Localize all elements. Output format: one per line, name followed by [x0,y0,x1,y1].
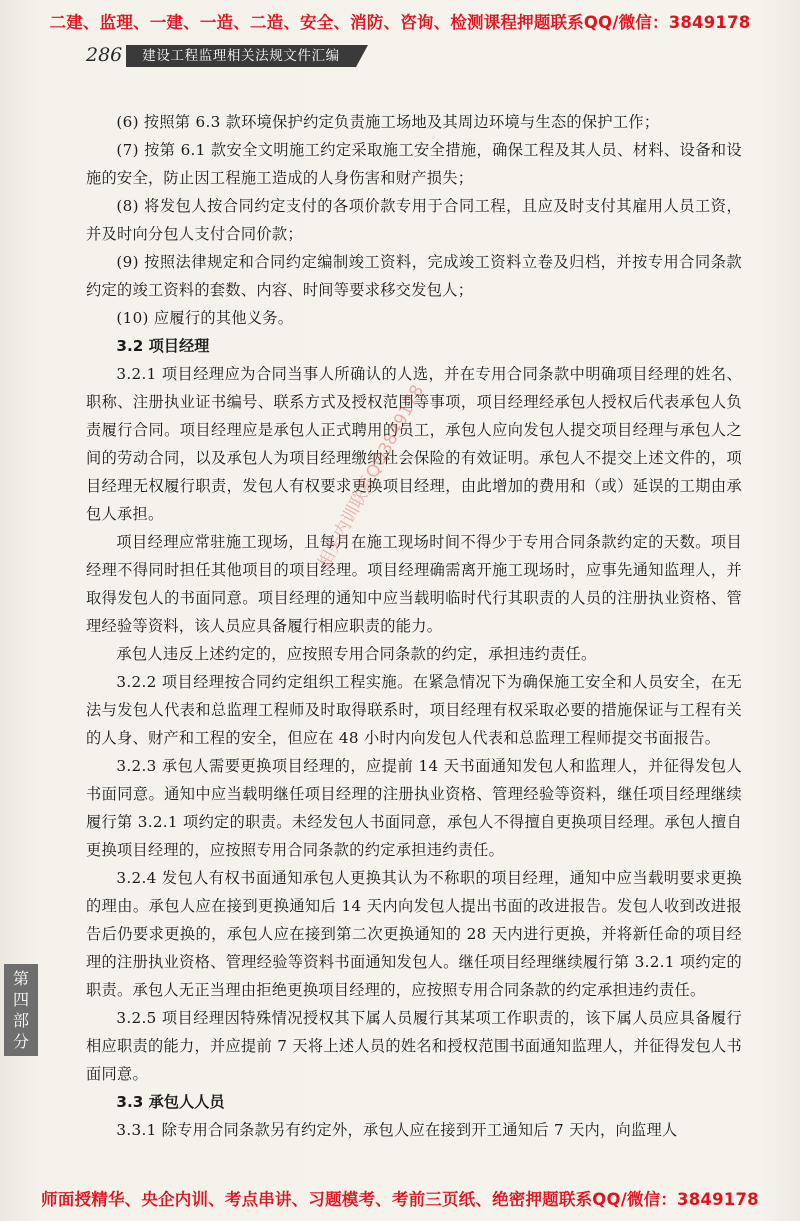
header-decoration [356,45,368,67]
paragraph: 项目经理应常驻施工现场，且每月在施工现场时间不得少于专用合同条款约定的天数。项目经理不得同时担任其他项目的项目经理。项目经理确需离开施工现场时，应事先通知监理人，并取得发包人的书面同意。项目经理的通知中应当载明临时代行其职责的人员的注册执业资格、管理经验等资料，该人员应具备履行相应职责的能力。 [86,533,742,635]
paragraph: 3.3.1 除专用合同条款另有约定外，承包人应在接到开工通知后 7 天内，向监理人 [116,1121,678,1139]
paragraph: (8) 将发包人按合同约定支付的各项价款专用于合同工程，且应及时支付其雇用人员工资，并及时向分包人支付合同价款； [86,197,742,243]
side-tab-char: 第 [12,969,29,988]
side-tab-char: 分 [12,1032,29,1051]
section-heading: 3.2 项目经理 [116,337,210,355]
page-number: 286 [86,44,123,66]
paragraph: (6) 按照第 6.3 款环境保护约定负责施工场地及其周边环境与生态的保护工作； [116,113,660,131]
paragraph: (10) 应履行的其他义务。 [116,309,294,327]
section-heading: 3.3 承包人人员 [116,1093,225,1111]
running-header [86,42,356,68]
paragraph: 3.2.5 项目经理因特殊情况授权其下属人员履行其某项工作职责的，该下属人员应具备履行相应职责的能力，并应提前 7 天将上述人员的姓名和授权范围书面通知监理人，并征得发包人书面同意。 [86,1009,742,1083]
body-text [86,108,742,1144]
side-tab-char: 部 [12,1011,29,1030]
paragraph: 3.2.3 承包人需要更换项目经理的，应提前 14 天书面通知发包人和监理人，并征得发包人书面同意。通知中应当载明继任项目经理的注册执业资格、管理经验等资料，继任项目经理继续履行第 3.2.1 项约定的职责。未经发包人书面同意，承包人不得擅自更换项目经理。承包人擅自更换项目经理的，应按照专用合同条款的约定承担违约责任。 [86,757,742,859]
paragraph: (7) 按第 6.1 款安全文明施工约定采取施工安全措施，确保工程及其人员、材料、设备和设施的安全，防止因工程施工造成的人身伤害和财产损失； [86,141,742,187]
side-tab-char: 四 [12,990,29,1009]
book-title: 建设工程监理相关法规文件汇编 [142,48,340,64]
book-title-bar [126,45,356,67]
paragraph: 3.2.1 项目经理应为合同当事人所确认的人选，并在专用合同条款中明确项目经理的姓名、职称、注册执业证书编号、联系方式及授权范围等事项，项目经理经承包人授权后代表承包人负责履行合同。项目经理应是承包人正式聘用的员工，承包人应向发包人提交项目经理与承包人之间的劳动合同，以及承包人为项目经理缴纳社会保险的有效证明。承包人不提交上述文件的，项目经理无权履行职责，发包人有权要求更换项目经理，由此增加的费用和（或）延误的工期由承包人承担。 [86,365,742,523]
paragraph: (9) 按照法律规定和合同约定编制竣工资料，完成竣工资料立卷及归档，并按专用合同条款约定的竣工资料的套数、内容、时间等要求移交发包人； [86,253,742,299]
paragraph: 承包人违反上述约定的，应按照专用合同条款的约定，承担违约责任。 [116,645,597,663]
top-banner: 二建、监理、一建、一造、二造、安全、消防、咨询、检测课程押题联系QQ/微信：3849178 [49,13,751,32]
bottom-banner: 师面授精华、央企内训、考点串讲、习题模考、考前三页纸、绝密押题联系QQ/微信：3849178 [41,1190,759,1209]
paragraph: 3.2.2 项目经理按合同约定组织工程实施。在紧急情况下为确保施工安全和人员安全，在无法与发包人代表和总监理工程师及时取得联系时，项目经理有权采取必要的措施保证与工程有关的人身、财产和工程的安全，但应在 48 小时内向发包人代表和总监理工程师提交书面报告。 [86,673,742,747]
section-side-tab [4,964,38,1056]
watermark: 相关内训联系QQ3849178 [314,381,429,572]
paragraph: 3.2.4 发包人有权书面通知承包人更换其认为不称职的项目经理，通知中应当载明要求更换的理由。承包人应在接到更换通知后 14 天内向发包人提出书面的改进报告。发包人收到改进报告后仍要求更换的，承包人应在接到第二次更换通知的 28 天内进行更换，并将新任命的项目经理的注册执业资格、管理经验等资料书面通知发包人。继任项目经理继续履行第 3.2.1 项约定的职责。承包人无正当理由拒绝更换项目经理的，应按照专用合同条款的约定承担违约责任。 [86,869,742,999]
